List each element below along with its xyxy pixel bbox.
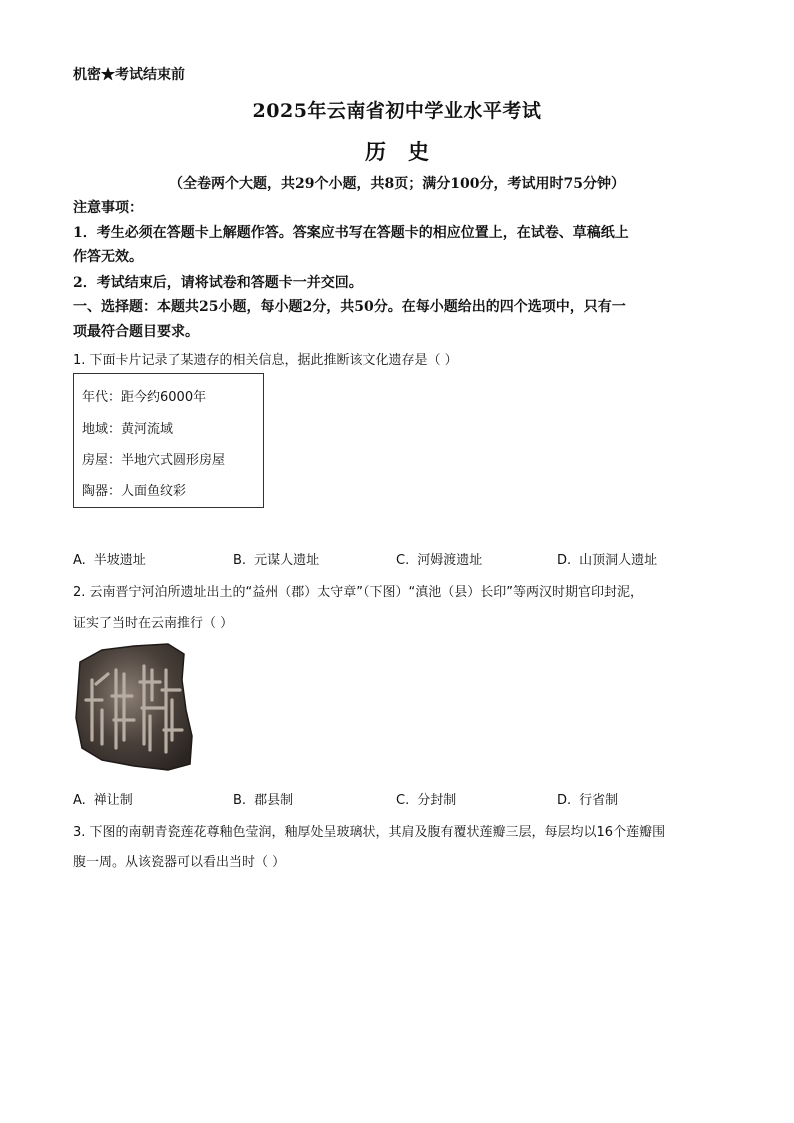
option-letter: B. bbox=[233, 553, 247, 568]
option-text: 分封制 bbox=[417, 793, 457, 808]
option-letter: B. bbox=[233, 793, 247, 808]
q1-option-a[interactable] bbox=[73, 549, 146, 568]
card-line: 地域：黄河流域 bbox=[82, 422, 174, 437]
option-text: 山顶洞人遗址 bbox=[579, 553, 658, 568]
exam-title: 2025年云南省初中学业水平考试 bbox=[252, 100, 542, 122]
secret-label: 机密★考试结束前 bbox=[73, 67, 185, 83]
option-letter: A. bbox=[73, 553, 86, 568]
notes-item-2: 2．考试结束后，请将试卷和答题卡一并交回。 bbox=[73, 275, 363, 291]
option-letter: D. bbox=[557, 553, 572, 568]
option-letter: D. bbox=[557, 793, 572, 808]
q1-info-card bbox=[73, 373, 264, 508]
q1-option-c[interactable] bbox=[396, 549, 482, 568]
option-text: 元谋人遗址 bbox=[254, 553, 320, 568]
option-text: 郡县制 bbox=[254, 793, 294, 808]
q2-option-c[interactable] bbox=[396, 789, 456, 808]
option-letter: C. bbox=[396, 793, 410, 808]
card-line: 房屋：半地穴式圆形房屋 bbox=[82, 453, 226, 468]
q2-option-a[interactable] bbox=[73, 789, 133, 808]
q1-option-d[interactable] bbox=[557, 549, 657, 568]
q2-option-b[interactable] bbox=[233, 789, 293, 808]
subject-title: 历史 bbox=[365, 139, 451, 164]
q2-stem-cont: 证实了当时在云南推行（ ） bbox=[73, 616, 234, 631]
option-text: 行省制 bbox=[579, 793, 619, 808]
notes-item-1-cont: 作答无效。 bbox=[73, 249, 143, 265]
section-heading-cont: 项最符合题目要求。 bbox=[73, 324, 199, 340]
q2-option-d[interactable] bbox=[557, 789, 618, 808]
q2-stem: 2. 云南晋宁河泊所遗址出土的“益州（郡）太守章”（下图）“滇池（县）长印”等两汉时期官印封泥， bbox=[73, 585, 643, 600]
q1-option-b[interactable] bbox=[233, 549, 319, 568]
option-text: 禅让制 bbox=[93, 793, 133, 808]
q1-stem: 1. 下面卡片记录了某遗存的相关信息，据此推断该文化遗存是（ ） bbox=[73, 353, 458, 368]
option-letter: A. bbox=[73, 793, 86, 808]
notes-heading: 注意事项： bbox=[73, 200, 143, 216]
card-line: 年代：距今约6000年 bbox=[82, 390, 207, 405]
clay-seal-image bbox=[72, 640, 198, 774]
section-heading: 一、选择题：本题共25小题，每小题2分，共50分。在每小题给出的四个选项中，只有一 bbox=[73, 299, 626, 315]
option-letter: C. bbox=[396, 553, 410, 568]
exam-info: （全卷两个大题，共29个小题，共8页；满分100分，考试用时75分钟） bbox=[169, 176, 625, 192]
card-line: 陶器：人面鱼纹彩 bbox=[82, 484, 187, 499]
option-text: 半坡遗址 bbox=[93, 553, 146, 568]
q3-stem: 3. 下图的南朝青瓷莲花尊釉色莹润，釉厚处呈玻璃状，其肩及腹有覆状莲瓣三层，每层均以16个莲瓣围 bbox=[73, 825, 666, 840]
notes-item-1: 1．考生必须在答题卡上解题作答。答案应书写在答题卡的相应位置上，在试卷、草稿纸上 bbox=[73, 225, 629, 241]
option-text: 河姆渡遗址 bbox=[417, 553, 483, 568]
q3-stem-cont: 腹一周。从该瓷器可以看出当时（ ） bbox=[73, 855, 286, 870]
